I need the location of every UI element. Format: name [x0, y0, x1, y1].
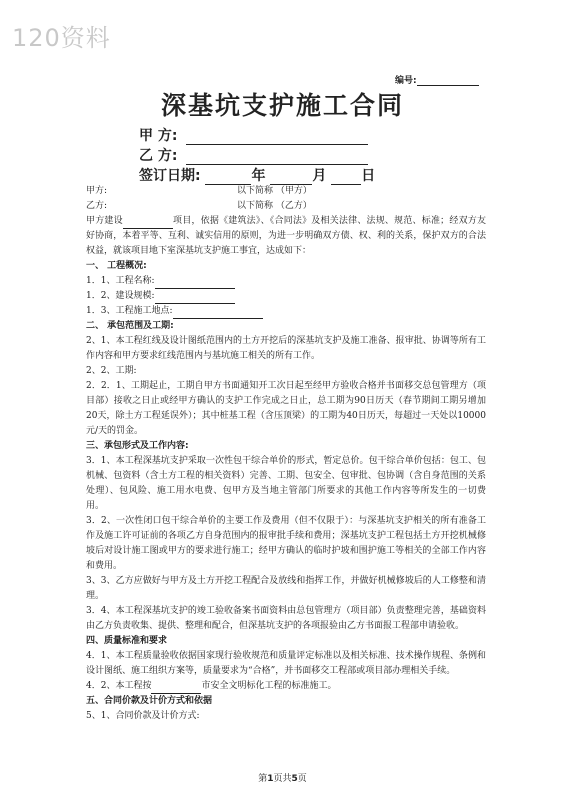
party-b-line	[139, 145, 368, 165]
city-blank	[151, 683, 201, 694]
section-3-heading: 三、承包形式及工作内容:	[86, 441, 189, 451]
party-b-shortname: 以下简称 （乙方）	[237, 201, 312, 211]
section-2-2: 2、2、工期:	[86, 366, 137, 376]
section-4-1: 4．1、本工程质量验收依据国家现行验收规范和质量评定标准以及相关标准、技术操作规程、条例和设计图纸、施工组织方案等，质量要求为“合格”，并书面移交工程部或项目部办理相关手续。	[86, 651, 486, 676]
section-3-3: 3、3、乙方应做好与甲方及土方开挖工程配合及放线和指挥工作，并做好机械修坡后的人工修整和清理。	[86, 576, 486, 601]
project-location-label: 1．3、工程施工地点:	[86, 306, 173, 316]
section-4-heading: 四、质量标准和要求	[86, 636, 168, 646]
sign-month-blank	[270, 170, 312, 185]
section-3-2: 3．2、一次性闭口包干综合单价的主要工作及费用（但不仅限于）：与深基坑支护相关的所有准备工作及施工许可证前的各项乙方自身范围内的报审批手续和费用；深基坑支护工程包括土方开挖机械修坡后对设计施工图或甲方的要求进行施工；经甲方确认的临时护坡和围护施工等相关的全部工作内容和费用。	[86, 516, 486, 571]
party-a-text: 甲方:	[86, 186, 108, 196]
project-scale-field	[155, 293, 235, 304]
watermark: 120资料	[12, 24, 111, 52]
project-name-line	[86, 274, 486, 289]
section-5-heading: 五、合同价款及计价方式和依据	[86, 696, 213, 706]
project-location-field	[173, 308, 263, 319]
party-b-text: 乙方:	[86, 201, 108, 211]
sign-date-label: 签订日期:	[139, 168, 201, 184]
contract-number	[395, 73, 479, 86]
section-1-heading: 一、 工程概况:	[86, 261, 147, 271]
sign-year-label: 年	[251, 168, 266, 184]
party-a-blank	[186, 130, 368, 145]
party-a-line	[139, 125, 368, 145]
contract-number-blank	[417, 76, 479, 86]
project-scale-label: 1．2、建设规模:	[86, 291, 155, 301]
footer-middle: 页共	[273, 774, 292, 784]
section-5-1: 5、1、合同价款及计价方式:	[86, 711, 200, 721]
party-b-label: 乙 方:	[139, 148, 178, 164]
sign-month-label: 月	[312, 168, 327, 184]
section-4-2-text-a: 4．2、本工程按	[86, 681, 152, 691]
section-2-heading: 二、 承包范围及工期:	[86, 321, 174, 331]
intro-paragraph	[86, 214, 486, 259]
page-footer	[0, 771, 565, 784]
contract-title: 深基坑支护施工合同	[160, 91, 404, 120]
contract-number-label: 编号:	[395, 76, 417, 86]
project-name-blank	[123, 218, 173, 229]
intro-party-b	[86, 199, 486, 214]
contract-body	[86, 184, 486, 724]
sign-day-label: 日	[361, 168, 376, 184]
section-2-1: 2、1、本工程红线及设计图纸范围内的土方开挖后的深基坑支护及施工准备、报审批、协调等所有工作内容和甲方要求红线范围内与基坑施工相关的所有工作。	[86, 336, 486, 361]
section-3-4: 3．4、本工程深基坑支护的竣工验收备案书面资料由总包管理方（项目部）负责整理完善，基础资料由乙方负责收集、提供、整理和配合，但深基坑支护的各项报验由乙方书面报工程部申请验收。	[86, 606, 486, 631]
party-b-blank	[186, 150, 368, 165]
intro-text-b: 项目，依据《建筑法》、《合同法》及相关法律、法规、规范、标准；经双方友好协商，本着平等、互利、诚实信用的原则，为进一步明确双方债、权、利的关系，保护双方的合法权益，就该项目地下室深基坑支护施工事宜，达成如下：	[86, 216, 486, 256]
section-2-2-1: 2．2．1、工期起止，工期自甲方书面通知开工次日起至经甲方验收合格并书面移交总包管理方（项目部）接收之日止或经甲方确认的支护工作完成之日止，总工期为90日历天（春节期间工期另增加20天，除土方工程延误外）；其中桩基工程（含压顶梁）的工期为40日历天，每超过一天处以10000元/天的罚金。	[86, 381, 486, 436]
footer-total-pages: 5	[291, 774, 298, 784]
project-name-field	[155, 278, 235, 289]
intro-party-a	[86, 184, 486, 199]
footer-prefix: 第	[258, 774, 268, 784]
footer-page-number: 1	[267, 774, 274, 784]
sign-date-line	[139, 165, 375, 185]
intro-text-a: 甲方建设	[86, 216, 123, 226]
footer-suffix: 页	[297, 774, 307, 784]
section-4-2-text-b: 市安全文明标化工程的标准施工。	[201, 681, 337, 691]
project-name-label: 1．1、工程名称:	[86, 276, 155, 286]
project-location-line	[86, 304, 486, 319]
section-3-1: 3．1、本工程深基坑支护采取一次性包干综合单价的形式，暂定总价。包干综合单价包括：包工、包机械、包资料（含土方工程的相关资料）完善、工期、包安全、包审批、包协调（含自身范围的关系处理）、包风险、施工用水电费、包甲方及当地主管部门所要求的其他工作内容等所发生的一切费用。	[86, 456, 486, 511]
sign-year-blank	[205, 170, 251, 185]
sign-day-blank	[331, 170, 361, 185]
party-a-label: 甲 方:	[139, 128, 178, 144]
section-4-2	[86, 679, 486, 694]
party-a-shortname: 以下简称 （甲方）	[237, 186, 312, 196]
project-scale-line	[86, 289, 486, 304]
